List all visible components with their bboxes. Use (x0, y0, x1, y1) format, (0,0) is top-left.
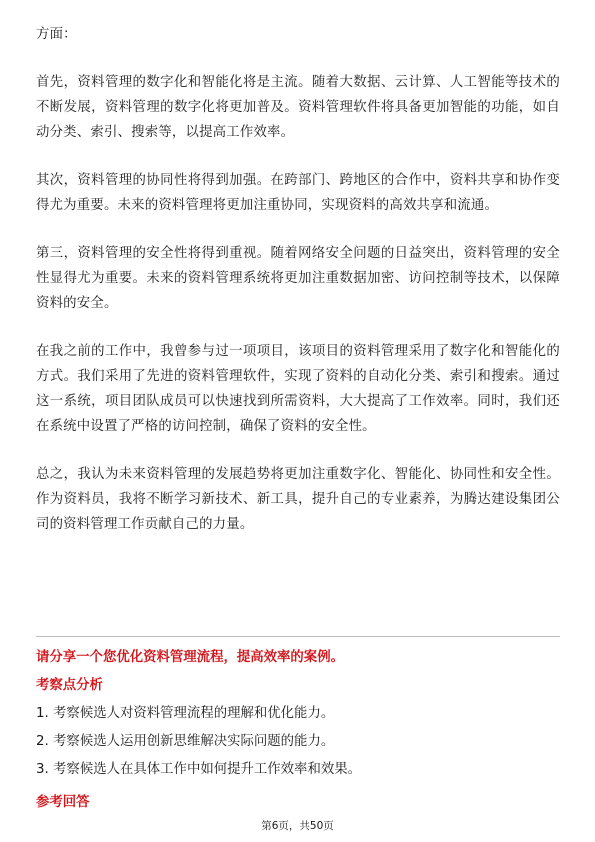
section-divider (36, 636, 560, 637)
paragraph-first: 首先，资料管理的数字化和智能化将是主流。随着大数据、云计算、人工智能等技术的不断发展，资料管理的数字化将更加普及。资料管理软件将具备更加智能的功能，如自动分类、索引、搜索等，以提高工作效率。 (36, 75, 560, 140)
paragraph-conclusion: 总之，我认为未来资料管理的发展趋势将更加注重数字化、智能化、协同性和安全性。作为资料员，我将不断学习新技术、新工具，提升自己的专业素养，为腾达建设集团公司的资料管理工作贡献自己的力量。 (36, 467, 560, 532)
analysis-point: 2. 考察候选人运用创新思维解决实际问题的能力。 (36, 734, 335, 749)
analysis-point: 3. 考察候选人在具体工作中如何提升工作效率和效果。 (36, 762, 362, 777)
analysis-point: 1. 考察候选人对资料管理流程的理解和优化能力。 (36, 706, 335, 721)
answer-title: 参考回答 (36, 795, 90, 810)
interview-question: 请分享一个您优化资料管理流程，提高效率的案例。 (36, 650, 344, 665)
page-number: 第6页，共50页 (261, 820, 334, 832)
body-text (36, 22, 560, 537)
paragraph-third: 第三，资料管理的安全性将得到重视。随着网络安全问题的日益突出，资料管理的安全性显得尤为重要。未来的资料管理系统将更加注重数据加密、访问控制等技术，以保障资料的安全。 (36, 246, 560, 311)
paragraph-second: 其次，资料管理的协同性将得到加强。在跨部门、跨地区的合作中，资料共享和协作变得尤为重要。未来的资料管理将更加注重协同，实现资料的高效共享和流通。 (36, 173, 560, 213)
analysis-title: 考察点分析 (36, 678, 103, 693)
paragraph-intro: 方面： (36, 27, 77, 42)
paragraph-experience: 在我之前的工作中，我曾参与过一项项目，该项目的资料管理采用了数字化和智能化的方式。我们采用了先进的资料管理软件，实现了资料的自动化分类、索引和搜索。通过这一系统，项目团队成员可以快速找到所需资料，大大提高了工作效率。同时，我们还在系统中设置了严格的访问控制，确保了资料的安全性。 (36, 344, 560, 434)
